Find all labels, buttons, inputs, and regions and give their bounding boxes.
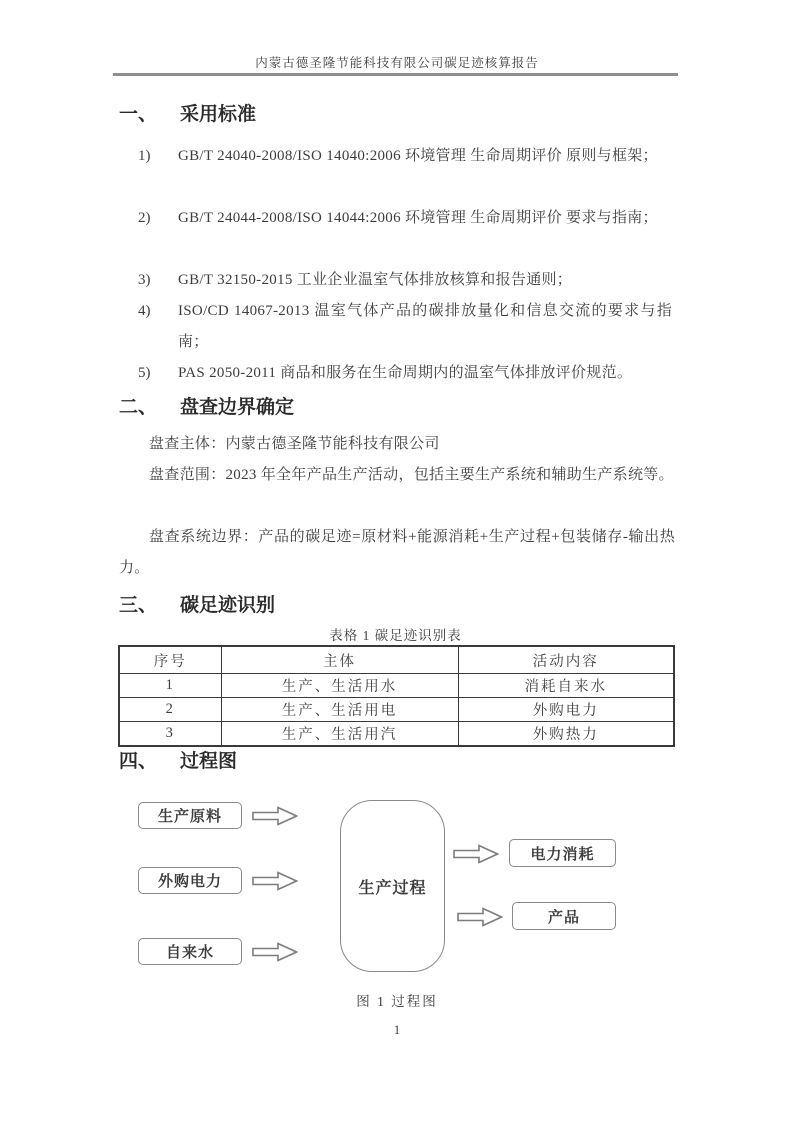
right-block-arrow-icon — [457, 907, 503, 927]
list-item-text: GB/T 24040-2008/ISO 14040:2006 环境管理 生命周期评价 原则与框架； — [178, 148, 658, 164]
standard-list-item-4 — [138, 296, 672, 358]
standard-list-item-5 — [138, 358, 672, 389]
input-box-production-materials: 生产原料 — [138, 802, 242, 829]
section-2-number: 二、 — [119, 397, 158, 418]
table-cell: 3 — [119, 722, 221, 747]
table-header-cell: 主体 — [221, 646, 458, 674]
list-item-text: GB/T 32150-2015 工业企业温室气体排放核算和报告通则； — [178, 272, 573, 288]
list-item-text: ISO/CD 14067-2013 温室气体产品的碳排放量化和信息交流的要求与指南； — [178, 303, 672, 350]
table-header-cell: 序号 — [119, 646, 221, 674]
table-header-row — [119, 646, 674, 674]
table-cell: 外购电力 — [458, 698, 674, 722]
table-cell: 消耗自来水 — [458, 674, 674, 698]
table-cell: 生产、生活用汽 — [221, 722, 458, 747]
list-item-text: GB/T 24044-2008/ISO 14044:2006 环境管理 生命周期评价 要求与指南； — [178, 210, 658, 226]
footprint-table — [118, 645, 675, 747]
section-4-number: 四、 — [119, 751, 158, 772]
section-2-heading — [119, 395, 294, 421]
figure-caption: 图 1 过程图 — [356, 994, 438, 1009]
section-4-title: 过程图 — [180, 751, 238, 772]
section-3-heading — [119, 593, 275, 619]
inventory-subject-paragraph: 盘查主体：内蒙古德圣隆节能科技有限公司 — [149, 436, 440, 452]
list-item-number: 5) — [138, 365, 151, 381]
output-box-product: 产品 — [512, 902, 616, 930]
standard-list-item-2 — [138, 203, 672, 234]
section-1-heading — [119, 102, 256, 128]
list-item-number: 1) — [138, 148, 151, 164]
table-cell: 外购热力 — [458, 722, 674, 747]
table-caption: 表格 1 碳足迹识别表 — [329, 628, 462, 643]
table-row — [119, 698, 674, 722]
inventory-scope-paragraph: 盘查范围：2023 年全年产品生产活动，包括主要生产系统和辅助生产系统等。 — [149, 467, 674, 483]
right-block-arrow-icon — [453, 844, 499, 864]
list-item-number: 3) — [138, 272, 151, 288]
right-block-arrow-icon — [252, 806, 298, 826]
section-2-title: 盘查边界确定 — [180, 397, 295, 418]
table-row — [119, 674, 674, 698]
list-item-number: 4) — [138, 303, 151, 319]
process-box-production-process: 生产过程 — [340, 800, 445, 972]
standard-list-item-1 — [138, 141, 672, 172]
list-item-text: PAS 2050-2011 商品和服务在生命周期内的温室气体排放评价规范。 — [178, 365, 633, 381]
input-box-tap-water: 自来水 — [138, 938, 242, 965]
table-cell: 1 — [119, 674, 221, 698]
header-rule — [113, 73, 678, 76]
section-3-title: 碳足迹识别 — [180, 595, 276, 616]
table-cell: 2 — [119, 698, 221, 722]
input-box-purchased-electricity: 外购电力 — [138, 867, 242, 894]
output-box-electricity-consumption: 电力消耗 — [509, 839, 616, 867]
list-item-number: 2) — [138, 210, 151, 226]
section-1-title: 采用标准 — [180, 104, 257, 125]
right-block-arrow-icon — [252, 871, 298, 891]
standard-list-item-3 — [138, 265, 672, 296]
section-1-number: 一、 — [119, 104, 158, 125]
table-row — [119, 722, 674, 747]
section-4-heading — [119, 749, 237, 775]
page-number: 1 — [393, 1022, 401, 1037]
page-header-title: 内蒙古德圣隆节能科技有限公司碳足迹核算报告 — [255, 56, 539, 70]
right-block-arrow-icon — [252, 942, 298, 962]
table-cell: 生产、生活用电 — [221, 698, 458, 722]
section-3-number: 三、 — [119, 595, 158, 616]
table-cell: 生产、生活用水 — [221, 674, 458, 698]
inventory-boundary-paragraph: 盘查系统边界：产品的碳足迹=原材料+能源消耗+生产过程+包装储存-输出热力。 — [119, 529, 675, 576]
table-header-cell: 活动内容 — [458, 646, 674, 674]
